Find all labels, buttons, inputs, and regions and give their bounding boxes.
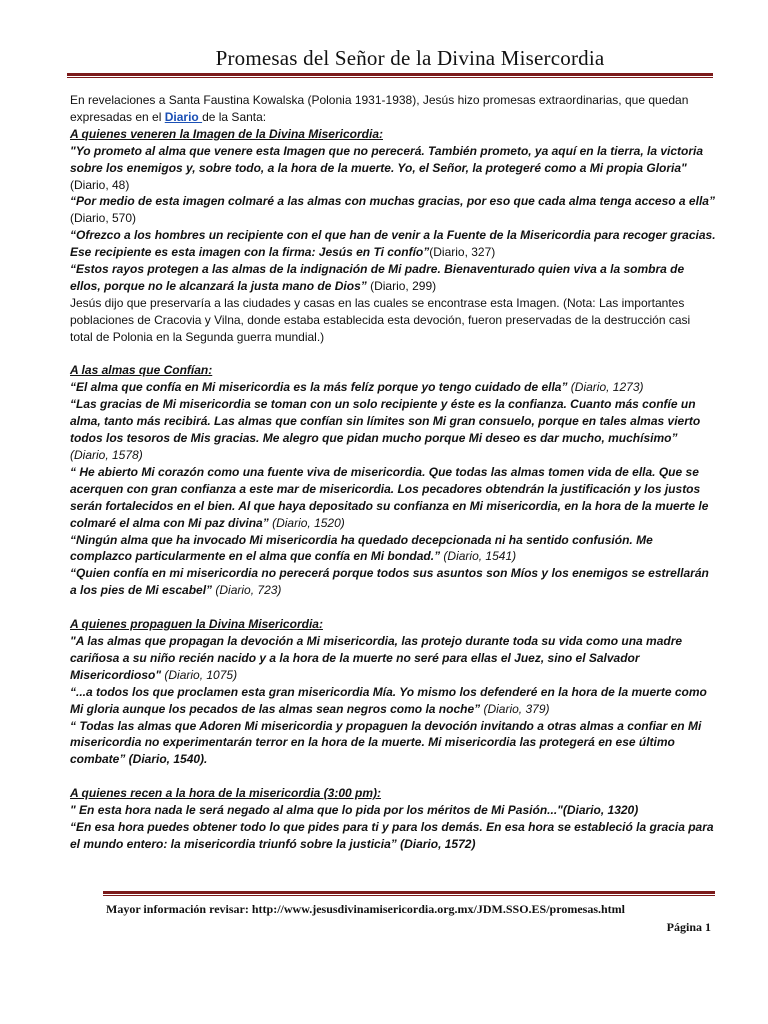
quote-text: “Por medio de esta imagen colmaré a las almas con muchas gracias, por eso que cada alma tenga acceso a ella” (70, 194, 715, 209)
quote-text: “El alma que confía en Mi misericordia es la más felíz porque yo tengo cuidado de ella” (70, 380, 568, 395)
quote (70, 143, 716, 194)
quote-ref: (Diario, 570) (70, 211, 137, 226)
section-heading-hora: A quienes recen a la hora de la misericordia (3:00 pm): (70, 786, 381, 801)
quote-text: “ He abierto Mi corazón como una fuente viva de misericordia. Que todas las almas tomen vida de ella. Que se acerquen con gran confianza a este mar de misericordia. Los pecadores obtendrán la justificación y los justos serán fortalecidos en el bien. Al que haya depositado su confianza en Mi misericordia, en la hora de la muerte le colmaré el alma con Mi paz divina” (70, 464, 709, 530)
intro-text: En revelaciones a Santa Faustina Kowalska (Polonia 1931-1938), Jesús hizo promesas extraordinarias, que quedan expresadas en el (70, 93, 689, 124)
quote-text: “Estos rayos protegen a las almas de la indignación de Mi padre. Bienaventurado quien viva a la sombra de ellos, porque no le alcanzará la justa mano de Dios” (70, 262, 685, 293)
quote-ref: (Diario, 48) (70, 177, 130, 192)
quote-text: “Ofrezco a los hombres un recipiente con el que han de venir a la Fuente de la Misericordia para recoger gracias. Ese recipiente es esta imagen con la firma: Jesús en Ti confío” (70, 228, 716, 260)
quote (70, 684, 716, 718)
quote-text: “...a todos los que proclamen esta gran misericordia Mía. Yo mismo los defenderé en la hora de la muerte como Mi gloria aunque los pecados de las almas sean negros como la noche” (70, 684, 707, 716)
footer-more-info: Mayor información revisar: http://www.jesusdivinamisericordia.org.mx/JDM.SSO.ES/promesas.html (106, 902, 625, 916)
quote-text: “Las gracias de Mi misericordia se toman con un solo recipiente y éste es la confianza. Cuanto más confíe un alma, tanto más recibirá. Las almas que confían sin límites son Mi gran consuelo, porque en tales almas vierto todos los tesoros de Mis gracias. Me alegro que pidan mucho porque Mi deseo es dar mucho, muchísimo” (70, 397, 701, 446)
footer-rule (103, 891, 715, 894)
section-heading-confian: A las almas que Confían: (70, 363, 213, 378)
page-footer (106, 900, 711, 936)
header-rule-thin (67, 77, 713, 78)
quote-ref: (Diario, 299) (366, 278, 437, 293)
quote (70, 464, 716, 532)
diario-link[interactable]: Diario (164, 109, 203, 124)
section-heading-propaguen: A quienes propaguen la Divina Misericordia: (70, 617, 323, 632)
quote-ref: (Diario, 327) (429, 245, 496, 260)
quote (70, 261, 716, 295)
quote (70, 633, 716, 684)
quote-text: "Yo prometo al alma que venere esta Imagen que no perecerá. También prometo, ya aquí en la tierra, la victoria sobre los enemigos y, sobre todo, a la hora de la muerte. Yo, el Señor, la protegeré como a Mi propia Gloria" (70, 143, 704, 175)
spacer (70, 768, 716, 785)
quote-ref: (Diario, 1541) (440, 549, 517, 564)
quote-text: “Ningún alma que ha invocado Mi misericordia ha quedado decepcionada ni ha sentido confusión. Me complazco particularmente en el alma que confía en Mi bondad.” (70, 532, 653, 564)
spacer (70, 346, 716, 363)
quote (70, 396, 716, 464)
quote-ref: (Diario, 723) (212, 583, 282, 598)
section-heading-imagen: A quienes veneren la Imagen de la Divina Misericordia: (70, 126, 383, 141)
quote (70, 532, 716, 566)
document-body (70, 92, 716, 853)
header-rule (67, 73, 713, 76)
quote-ref: (Diario, 1578) (70, 448, 143, 463)
quote: “En esa hora puedes obtener todo lo que pides para ti y para los demás. En esa hora se estableció la gracia para el mundo entero: la misericordia triunfó sobre la justicia” (Diario, 1572) (70, 819, 714, 851)
quote (70, 193, 716, 227)
quote-ref: (Diario, 379) (480, 701, 550, 716)
quote: “ Todas las almas que Adoren Mi misericordia y propaguen la devoción invitando a otras almas a confiar en Mi misericordia no experimentarán terror en la hora de la muerte. Mi misericordia las protegerá en ese último combate” (Diario, 1540). (70, 718, 702, 767)
quote-text: "A las almas que propagan la devoción a Mi misericordia, las protejo durante toda su vida como una madre cariñosa a su niño recién nacido y a la hora de la muerte no seré para ellas el Juez, sino el Salvador Misericordioso" (70, 633, 683, 682)
intro-text-end: de la Santa: (202, 109, 267, 124)
page-title: Promesas del Señor de la Divina Misercordia (215, 46, 605, 70)
spacer (70, 599, 716, 616)
quote (70, 227, 716, 261)
intro-paragraph (70, 92, 716, 126)
quote-ref: (Diario, 1520) (268, 515, 345, 530)
quote-ref: (Diario, 1075) (161, 667, 238, 682)
quote-ref: (Diario, 1273) (567, 380, 644, 395)
note-paragraph: Jesús dijo que preservaría a las ciudades y casas en las cuales se encontrase esta Imagen. (Nota: Las importantes poblaciones de Cracovia y Vilna, donde estaba establecida esta devoción, fueron preservadas de la destrucción casi total de Polonia en la Segunda guerra mundial.) (70, 295, 691, 344)
quote (70, 379, 716, 396)
quote: " En esta hora nada le será negado al alma que lo pida por los méritos de Mi Pasión..."(Diario, 1320) (70, 803, 639, 818)
footer-rule-thin (103, 895, 715, 896)
page-number: Página 1 (666, 920, 711, 934)
quote-text: “Quien confía en mi misericordia no perecerá porque todos sus asuntos son Míos y los enemigos se estrellarán a los pies de Mi escabel” (70, 566, 709, 598)
quote (70, 565, 716, 599)
